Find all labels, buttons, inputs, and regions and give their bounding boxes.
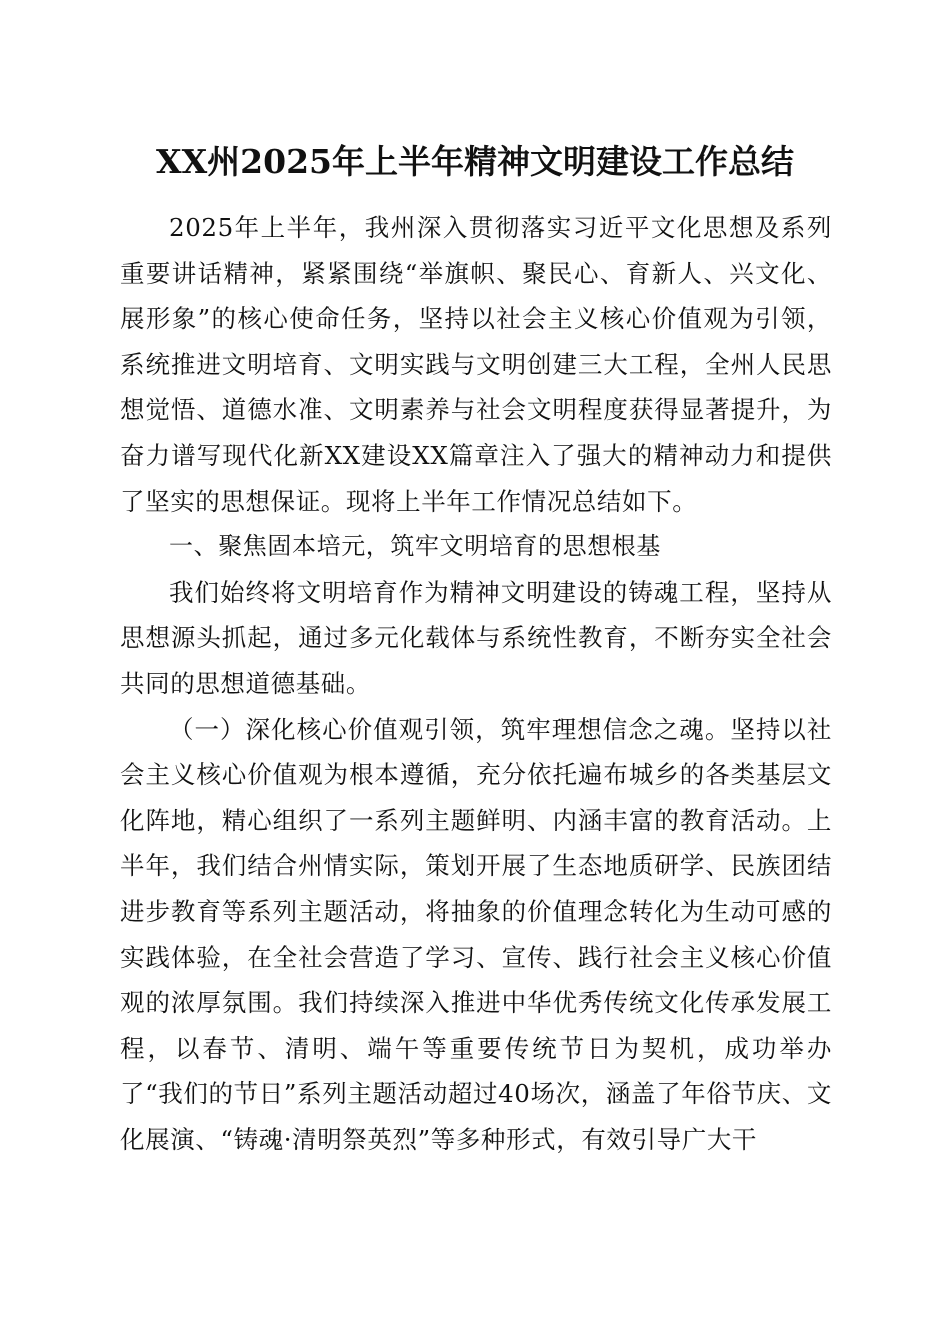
subsection-1-paragraph <box>120 707 832 1163</box>
intro-paragraph: 2025年上半年，我州深入贯彻落实习近平文化思想及系列重要讲话精神，紧紧围绕“举旗帜、聚民心、育新人、兴文化、展形象”的核心使命任务，坚持以社会主义核心价值观为引领，系统推进文明培育、文明实践与文明创建三大工程，全州人民思想觉悟、道德水准、文明素养与社会文明程度获得显著提升，为奋力谱写现代化新XX建设XX篇章注入了强大的精神动力和提供了坚实的思想保证。现将上半年工作情况总结如下。 <box>120 213 832 516</box>
section-1-intro-paragraph: 我们始终将文明培育作为精神文明建设的铸魂工程，坚持从思想源头抓起，通过多元化载体与系统性教育，不断夯实全社会共同的思想道德基础。 <box>120 577 832 698</box>
subsection-1-body: 坚持以社会主义核心价值观为根本遵循，充分依托遍布城乡的各类基层文化阵地，精心组织了一系列主题鲜明、内涵丰富的教育活动。上半年，我们结合州情实际，策划开展了生态地质研学、民族团结进步教育等系列主题活动，将抽象的价值理念转化为生动可感的实践体验，在全社会营造了学习、宣传、践行社会主义核心价值观的浓厚氛围。我们持续深入推进中华优秀传统文化传承发展工程，以春节、清明、端午等重要传统节日为契机，成功举办了“我们的节日”系列主题活动超过40场次，涵盖了年俗节庆、文化展演、“铸魂·清明祭英烈”等多种形式，有效引导广大干 <box>120 714 832 1154</box>
document-title: XX州2025年上半年精神文明建设工作总结 <box>155 142 795 181</box>
subsection-1-heading: （一）深化核心价值观引领，筑牢理想信念之魂。 <box>169 714 731 744</box>
section-1-heading: 一、聚焦固本培元，筑牢文明培育的思想根基 <box>169 532 661 561</box>
document-body <box>120 205 832 1162</box>
